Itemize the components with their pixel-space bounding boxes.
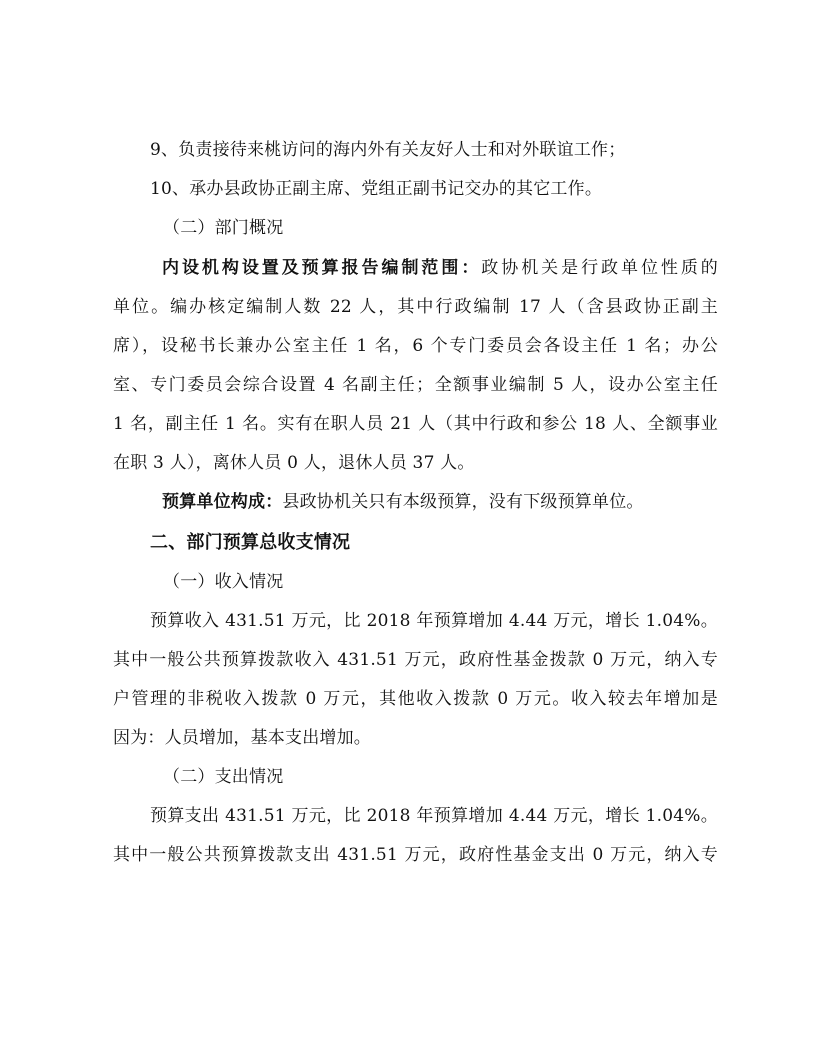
expense-line-2: 其中一般公共预算拨款支出 431.51 万元，政府性基金支出 0 万元，纳入专 xyxy=(113,845,718,865)
income-line-3: 户管理的非税收入拨款 0 万元，其他收入拨款 0 万元。收入较去年增加是 xyxy=(113,689,718,709)
income-line-4: 因为：人员增加，基本支出增加。 xyxy=(113,728,371,748)
total-budget-heading: 二、部门预算总收支情况 xyxy=(150,532,351,553)
unit-paragraph xyxy=(162,491,644,513)
income-line-1: 预算收入 431.51 万元，比 2018 年预算增加 4.44 万元，增长 1.04%。 xyxy=(150,611,718,631)
org-paragraph-line-3: 席），设秘书长兼办公室主任 1 名，6 个专门委员会各设主任 1 名；办公 xyxy=(113,336,718,356)
section-expense-heading: （二）支出情况 xyxy=(163,767,284,787)
org-label: 内设机构设置及预算报告编制范围： xyxy=(162,258,482,278)
expense-line-1: 预算支出 431.51 万元，比 2018 年预算增加 4.44 万元，增长 1.04%。 xyxy=(150,806,718,826)
item-9: 9、负责接待来桃访问的海内外有关友好人士和对外联谊工作； xyxy=(150,140,626,160)
org-line-1-text: 政协机关是行政单位性质的 xyxy=(481,258,719,278)
org-paragraph-line-1 xyxy=(162,257,718,279)
org-paragraph-line-5: 1 名，副主任 1 名。实有在职人员 21 人（其中行政和参公 18 人、全额事业 xyxy=(113,414,718,434)
income-line-2: 其中一般公共预算拨款收入 431.51 万元，政府性基金拨款 0 万元，纳入专 xyxy=(113,650,718,670)
section-income-heading: （一）收入情况 xyxy=(163,572,284,592)
section-overview-heading: （二）部门概况 xyxy=(163,218,284,238)
unit-label: 预算单位构成： xyxy=(162,492,283,512)
org-paragraph-line-2: 单位。编办核定编制人数 22 人，其中行政编制 17 人（含县政协正副主 xyxy=(113,297,718,317)
item-10: 10、承办县政协正副主席、党组正副书记交办的其它工作。 xyxy=(150,179,603,199)
org-paragraph-line-6: 在职 3 人），离休人员 0 人，退休人员 37 人。 xyxy=(113,453,475,473)
unit-text: 县政协机关只有本级预算，没有下级预算单位。 xyxy=(282,492,644,512)
org-paragraph-line-4: 室、专门委员会综合设置 4 名副主任；全额事业编制 5 人，设办公室主任 xyxy=(113,375,718,395)
